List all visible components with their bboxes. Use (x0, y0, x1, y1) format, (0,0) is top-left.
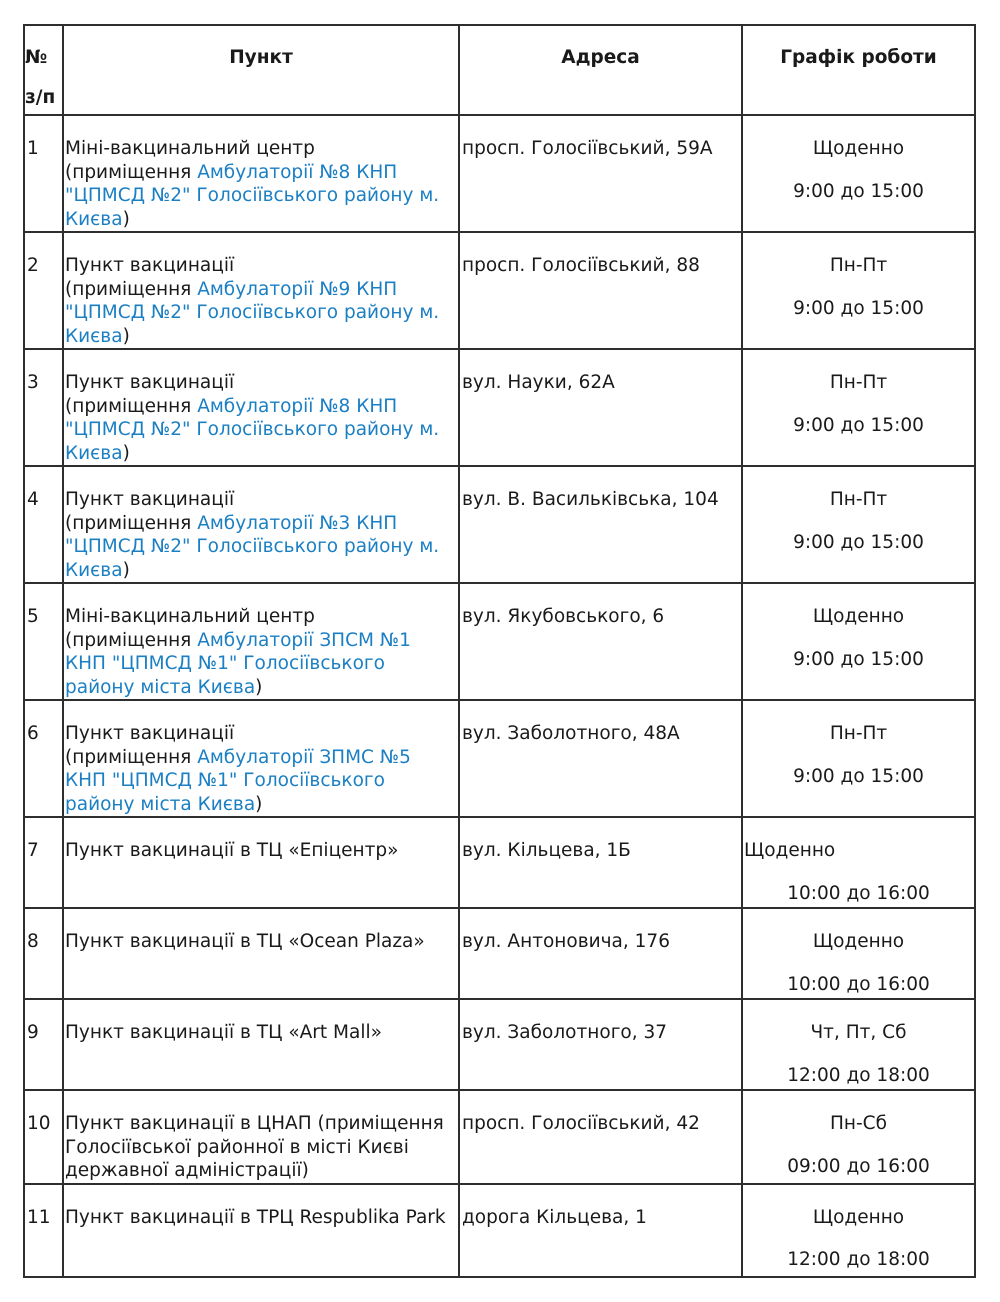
schedule-days: Щоденно (812, 606, 905, 627)
point-prefix: (приміщення (65, 395, 198, 417)
clinic-link[interactable]: Амбулаторії №9 КНП "ЦПМСД №2" Голосіївського району м. Києва (65, 278, 440, 347)
schedule-hours: 09:00 до 16:00 (787, 1155, 930, 1177)
point-cell (63, 115, 459, 232)
clinic-link[interactable]: Амбулаторії ЗПМС №5 КНП "ЦПМСД №1" Голосіївського району міста Києва (65, 746, 411, 815)
table-row (24, 817, 975, 908)
point-cell (63, 700, 459, 817)
schedule-hours: 10:00 до 16:00 (787, 973, 930, 995)
point-name: Пункт вакцинації в ЦНАП (приміщення Голосіївської районної в місті Києві державної адміністрації) (63, 1090, 459, 1184)
point-name: Пункт вакцинації в ТЦ «Art Mall» (63, 999, 459, 1090)
schedule-days: Пн-Пт (829, 372, 888, 393)
point-suffix: ) (255, 793, 263, 815)
point-prefix: (приміщення (65, 512, 198, 534)
point-title: Міні-вакцинальний центр (65, 606, 315, 627)
point-cell (63, 583, 459, 700)
schedule-days: Пн-Пт (829, 489, 888, 510)
point-title: Міні-вакцинальний центр (65, 138, 315, 159)
schedule-cell (742, 232, 975, 349)
point-prefix: (приміщення (65, 161, 198, 183)
schedule-hours: 9:00 до 15:00 (793, 414, 924, 436)
row-number: 10 (24, 1090, 63, 1184)
point-prefix: (приміщення (65, 746, 198, 768)
address-cell: вул. Заболотного, 48А (459, 700, 742, 817)
header-address (459, 25, 742, 115)
schedule-hours: 9:00 до 15:00 (793, 765, 924, 787)
address-cell: просп. Голосіївський, 59А (459, 115, 742, 232)
row-number: 5 (24, 583, 63, 700)
schedule-days: Чт, Пт, Сб (810, 1022, 907, 1043)
row-number: 6 (24, 700, 63, 817)
schedule-cell (742, 466, 975, 583)
point-suffix: ) (255, 676, 263, 698)
point-title: Пункт вакцинації (65, 372, 235, 393)
table-row (24, 1090, 975, 1184)
schedule-hours: 10:00 до 16:00 (787, 882, 930, 904)
schedule-days: Щоденно (744, 840, 836, 861)
header-number-symbol: № (25, 47, 48, 68)
schedule-days: Щоденно (812, 931, 905, 952)
row-number: 7 (24, 817, 63, 908)
address-cell: вул. В. Васильківська, 104 (459, 466, 742, 583)
row-number: 8 (24, 908, 63, 999)
point-name: Пункт вакцинації в ТЦ «Епіцентр» (63, 817, 459, 908)
address-cell: вул. Антоновича, 176 (459, 908, 742, 999)
row-number: 2 (24, 232, 63, 349)
address-cell: дорога Кільцева, 1 (459, 1184, 742, 1277)
table-row (24, 115, 975, 232)
schedule-days: Пн-Пт (829, 255, 888, 276)
table-row (24, 999, 975, 1090)
schedule-cell (742, 908, 975, 999)
schedule-cell (742, 1090, 975, 1184)
schedule-days: Пн-Пт (829, 723, 888, 744)
row-number: 9 (24, 999, 63, 1090)
table-row (24, 349, 975, 466)
table-row (24, 1184, 975, 1277)
header-point-label: Пункт (229, 47, 293, 68)
schedule-days: Щоденно (812, 138, 905, 159)
schedule-hours: 12:00 до 18:00 (787, 1064, 930, 1086)
schedule-cell (742, 1184, 975, 1277)
schedule-hours: 9:00 до 15:00 (793, 180, 924, 202)
table-row (24, 908, 975, 999)
point-cell (63, 466, 459, 583)
schedule-days: Пн-Сб (829, 1113, 887, 1134)
point-cell (63, 232, 459, 349)
table-header-row (24, 25, 975, 115)
clinic-link[interactable]: Амбулаторії ЗПСМ №1 КНП "ЦПМСД №1" Голосіївського району міста Києва (65, 629, 411, 698)
vaccination-points-table (23, 24, 976, 1278)
schedule-hours: 9:00 до 15:00 (793, 297, 924, 319)
schedule-cell (742, 817, 975, 908)
address-cell: вул. Кільцева, 1Б (459, 817, 742, 908)
header-schedule (742, 25, 975, 115)
schedule-hours: 12:00 до 18:00 (787, 1249, 930, 1270)
schedule-cell (742, 700, 975, 817)
point-prefix: (приміщення (65, 278, 198, 300)
schedule-cell (742, 349, 975, 466)
table-row (24, 232, 975, 349)
point-suffix: ) (122, 325, 130, 347)
address-cell: просп. Голосіївський, 42 (459, 1090, 742, 1184)
address-cell: просп. Голосіївський, 88 (459, 232, 742, 349)
point-cell (63, 349, 459, 466)
point-title: Пункт вакцинації (65, 489, 235, 510)
clinic-link[interactable]: Амбулаторії №8 КНП "ЦПМСД №2" Голосіївського району м. Києва (65, 161, 440, 230)
row-number: 4 (24, 466, 63, 583)
address-cell: вул. Якубовського, 6 (459, 583, 742, 700)
schedule-hours: 9:00 до 15:00 (793, 648, 924, 670)
clinic-link[interactable]: Амбулаторії №8 КНП "ЦПМСД №2" Голосіївського району м. Києва (65, 395, 440, 464)
point-suffix: ) (122, 442, 130, 464)
point-suffix: ) (122, 208, 130, 230)
table-row (24, 466, 975, 583)
schedule-cell (742, 115, 975, 232)
schedule-cell (742, 999, 975, 1090)
schedule-hours: 9:00 до 15:00 (793, 531, 924, 553)
address-cell: вул. Науки, 62А (459, 349, 742, 466)
header-point (63, 25, 459, 115)
point-name: Пункт вакцинації в ТЦ «Ocean Plaza» (63, 908, 459, 999)
row-number: 3 (24, 349, 63, 466)
point-name: Пункт вакцинації в ТРЦ Respublika Park (63, 1184, 459, 1277)
header-address-label: Адреса (561, 47, 640, 68)
point-title: Пункт вакцинації (65, 723, 235, 744)
table-row (24, 700, 975, 817)
point-suffix: ) (122, 559, 130, 581)
row-number: 1 (24, 115, 63, 232)
header-number-abbr: з/п (25, 86, 56, 108)
schedule-days: Щоденно (812, 1206, 905, 1228)
clinic-link[interactable]: Амбулаторії №3 КНП "ЦПМСД №2" Голосіївського району м. Києва (65, 512, 440, 581)
table-row (24, 583, 975, 700)
point-prefix: (приміщення (65, 629, 198, 651)
schedule-cell (742, 583, 975, 700)
row-number: 11 (24, 1184, 63, 1277)
header-number (24, 25, 63, 115)
header-schedule-label: Графік роботи (780, 47, 937, 68)
address-cell: вул. Заболотного, 37 (459, 999, 742, 1090)
point-title: Пункт вакцинації (65, 255, 235, 276)
